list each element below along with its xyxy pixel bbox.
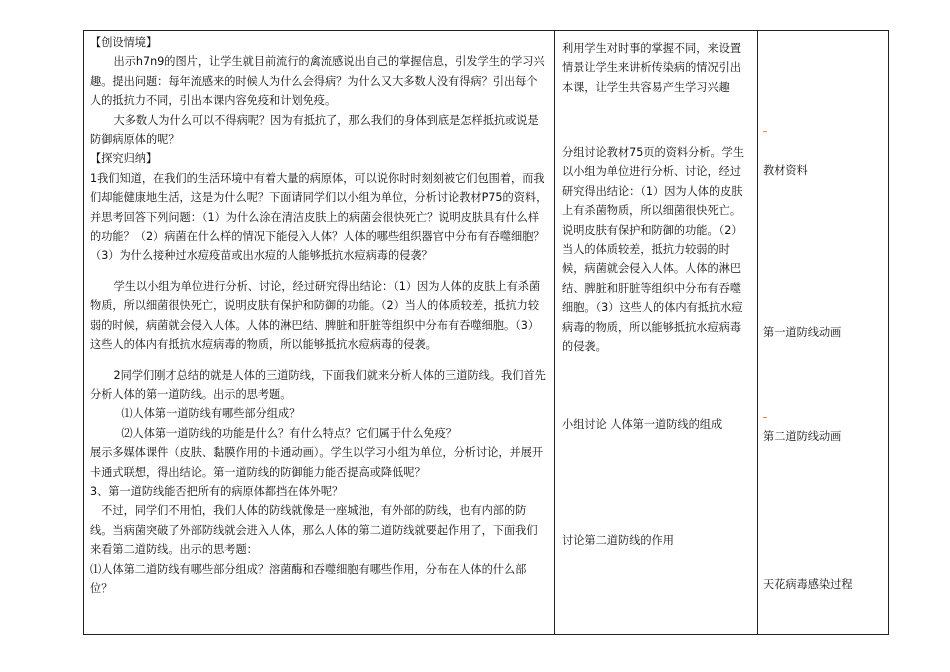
paragraph: 1我们知道，在我们的生活环境中有着大量的病原体，可以说你时时刻刻被它们包围着，而我们却能健康地生活，这是为什么呢？下面请同学们以小组为单位，分析讨论教材P75的资料，并思考回答下列问题：（1）为什么涂在清洁皮肤上的病菌会很快死亡？说明皮肤具有什么样的功能？（2）病菌在什么样的情况下能侵入人体？人体的哪些组织器官中分布有吞噬细胞？（3）为什么接种过水痘疫苗或出水痘的人能够抵抗水痘病毒的侵袭？ <box>90 171 548 263</box>
resources-column <box>757 31 888 634</box>
note <box>562 415 750 434</box>
design-intent-column <box>554 31 758 634</box>
resource-item: 天花病毒感染过程 <box>763 578 853 591</box>
note <box>562 531 750 550</box>
paragraph: 不过，同学们不用怕，我们人体的防线就像是一座城池，有外部的防线，也有内部的防线。当病菌突破了外部防线就会进入人体，那么人体的第二道防线就要起作用了，下面我们来看第二道防线。出示的思考题： <box>90 504 538 557</box>
question: ⑵人体第一道防线的功能是什么？有什么特点？它们属于什么免疫？ <box>121 426 457 440</box>
marker <box>763 417 767 418</box>
marker <box>763 131 767 132</box>
teaching-process-text <box>90 33 548 598</box>
resource-item: 教材资料 <box>763 164 808 177</box>
note <box>562 39 750 97</box>
paragraph: 大多数人为什么可以不得病呢？因为有抵抗了，那么我们的身体到底是怎样抵抗或说是防御病原体的呢？ <box>90 113 539 147</box>
note-text: 小组讨论 人体第一道防线的组成 <box>562 418 723 431</box>
note-text: 利用学生对时事的掌握不同，来设置情景让学生来讲析传染病的情况引出本课，让学生共容易产生学习兴趣 <box>562 42 742 94</box>
resource-item: 第一道防线动画 <box>763 326 842 339</box>
section-heading-create-situation: 【创设情境】 <box>90 36 158 49</box>
note-text: 讨论第二道防线的作用 <box>562 534 674 547</box>
paragraph: 出示h7n9的图片，让学生就目前流行的禽流感说出自己的掌握信息，引发学生的学习兴趣。提出问题：每年流感来的时候人为什么会得病？为什么又大多数人没有得病？引出每个人的抵抗力不同，引出本课内容免疫和计划免疫。 <box>90 55 545 108</box>
question: ⑴人体第一道防线有哪些部分组成？ <box>121 407 301 421</box>
note <box>562 143 750 356</box>
resource-item: 第二道防线动画 <box>763 430 842 443</box>
paragraph: 展示多媒体课件（皮肤、黏膜作用的卡通动画）。学生以学习小组为单位，分析讨论，并展开卡通式联想，得出结论。第一道防线的防御能力能否提高或降低呢？ <box>90 446 544 479</box>
note-text: 分组讨论教材75页的资料分析。学生以小组为单位进行分析、讨论，经过研究得出结论：（1）因为人体的皮肤上有杀菌物质，所以细菌很快死亡。说明皮肤有保护和防御的功能。（2）当人的体质较差，抵抗力较弱的时候，病菌就会侵入人体。人体的淋巴结、脾脏和肝脏等组织中分布有吞噬细胞。（3）这些人的体内有抵抗水痘病毒的物质，所以能够抵抗水痘病毒的侵袭。 <box>562 146 745 354</box>
section-heading-explore: 【探究归纳】 <box>90 152 158 166</box>
paragraph: 学生以小组为单位进行分析、讨论，经过研究得出结论：（1）因为人体的皮肤上有杀菌物质，所以细菌很快死亡，说明皮肤有保护和防御的功能。（2）当人的体质较差，抵抗力较弱的时候，病菌就会侵入人体。人体的淋巴结、脾脏和肝脏等组织中分布有吞噬细胞。（3）这些人的体内有抵抗水痘病毒的物质，所以能够抵抗水痘病毒的侵袭。 <box>90 279 541 352</box>
paragraph: 2同学们刚才总结的就是人体的三道防线，下面我们就来分析人体的三道防线。我们首先分析人体的第一道防线。出示的思考题。 <box>90 368 546 401</box>
paragraph: 3、第一道防线能否把所有的病原体都挡在体外呢？ <box>90 484 344 498</box>
teaching-process-column <box>84 31 555 634</box>
question: ⑴人体第二道防线有哪些部分组成？溶菌酶和吞噬细胞有哪些作用，分布在人体的什么部位？ <box>90 562 527 595</box>
lesson-plan-table <box>83 30 889 635</box>
